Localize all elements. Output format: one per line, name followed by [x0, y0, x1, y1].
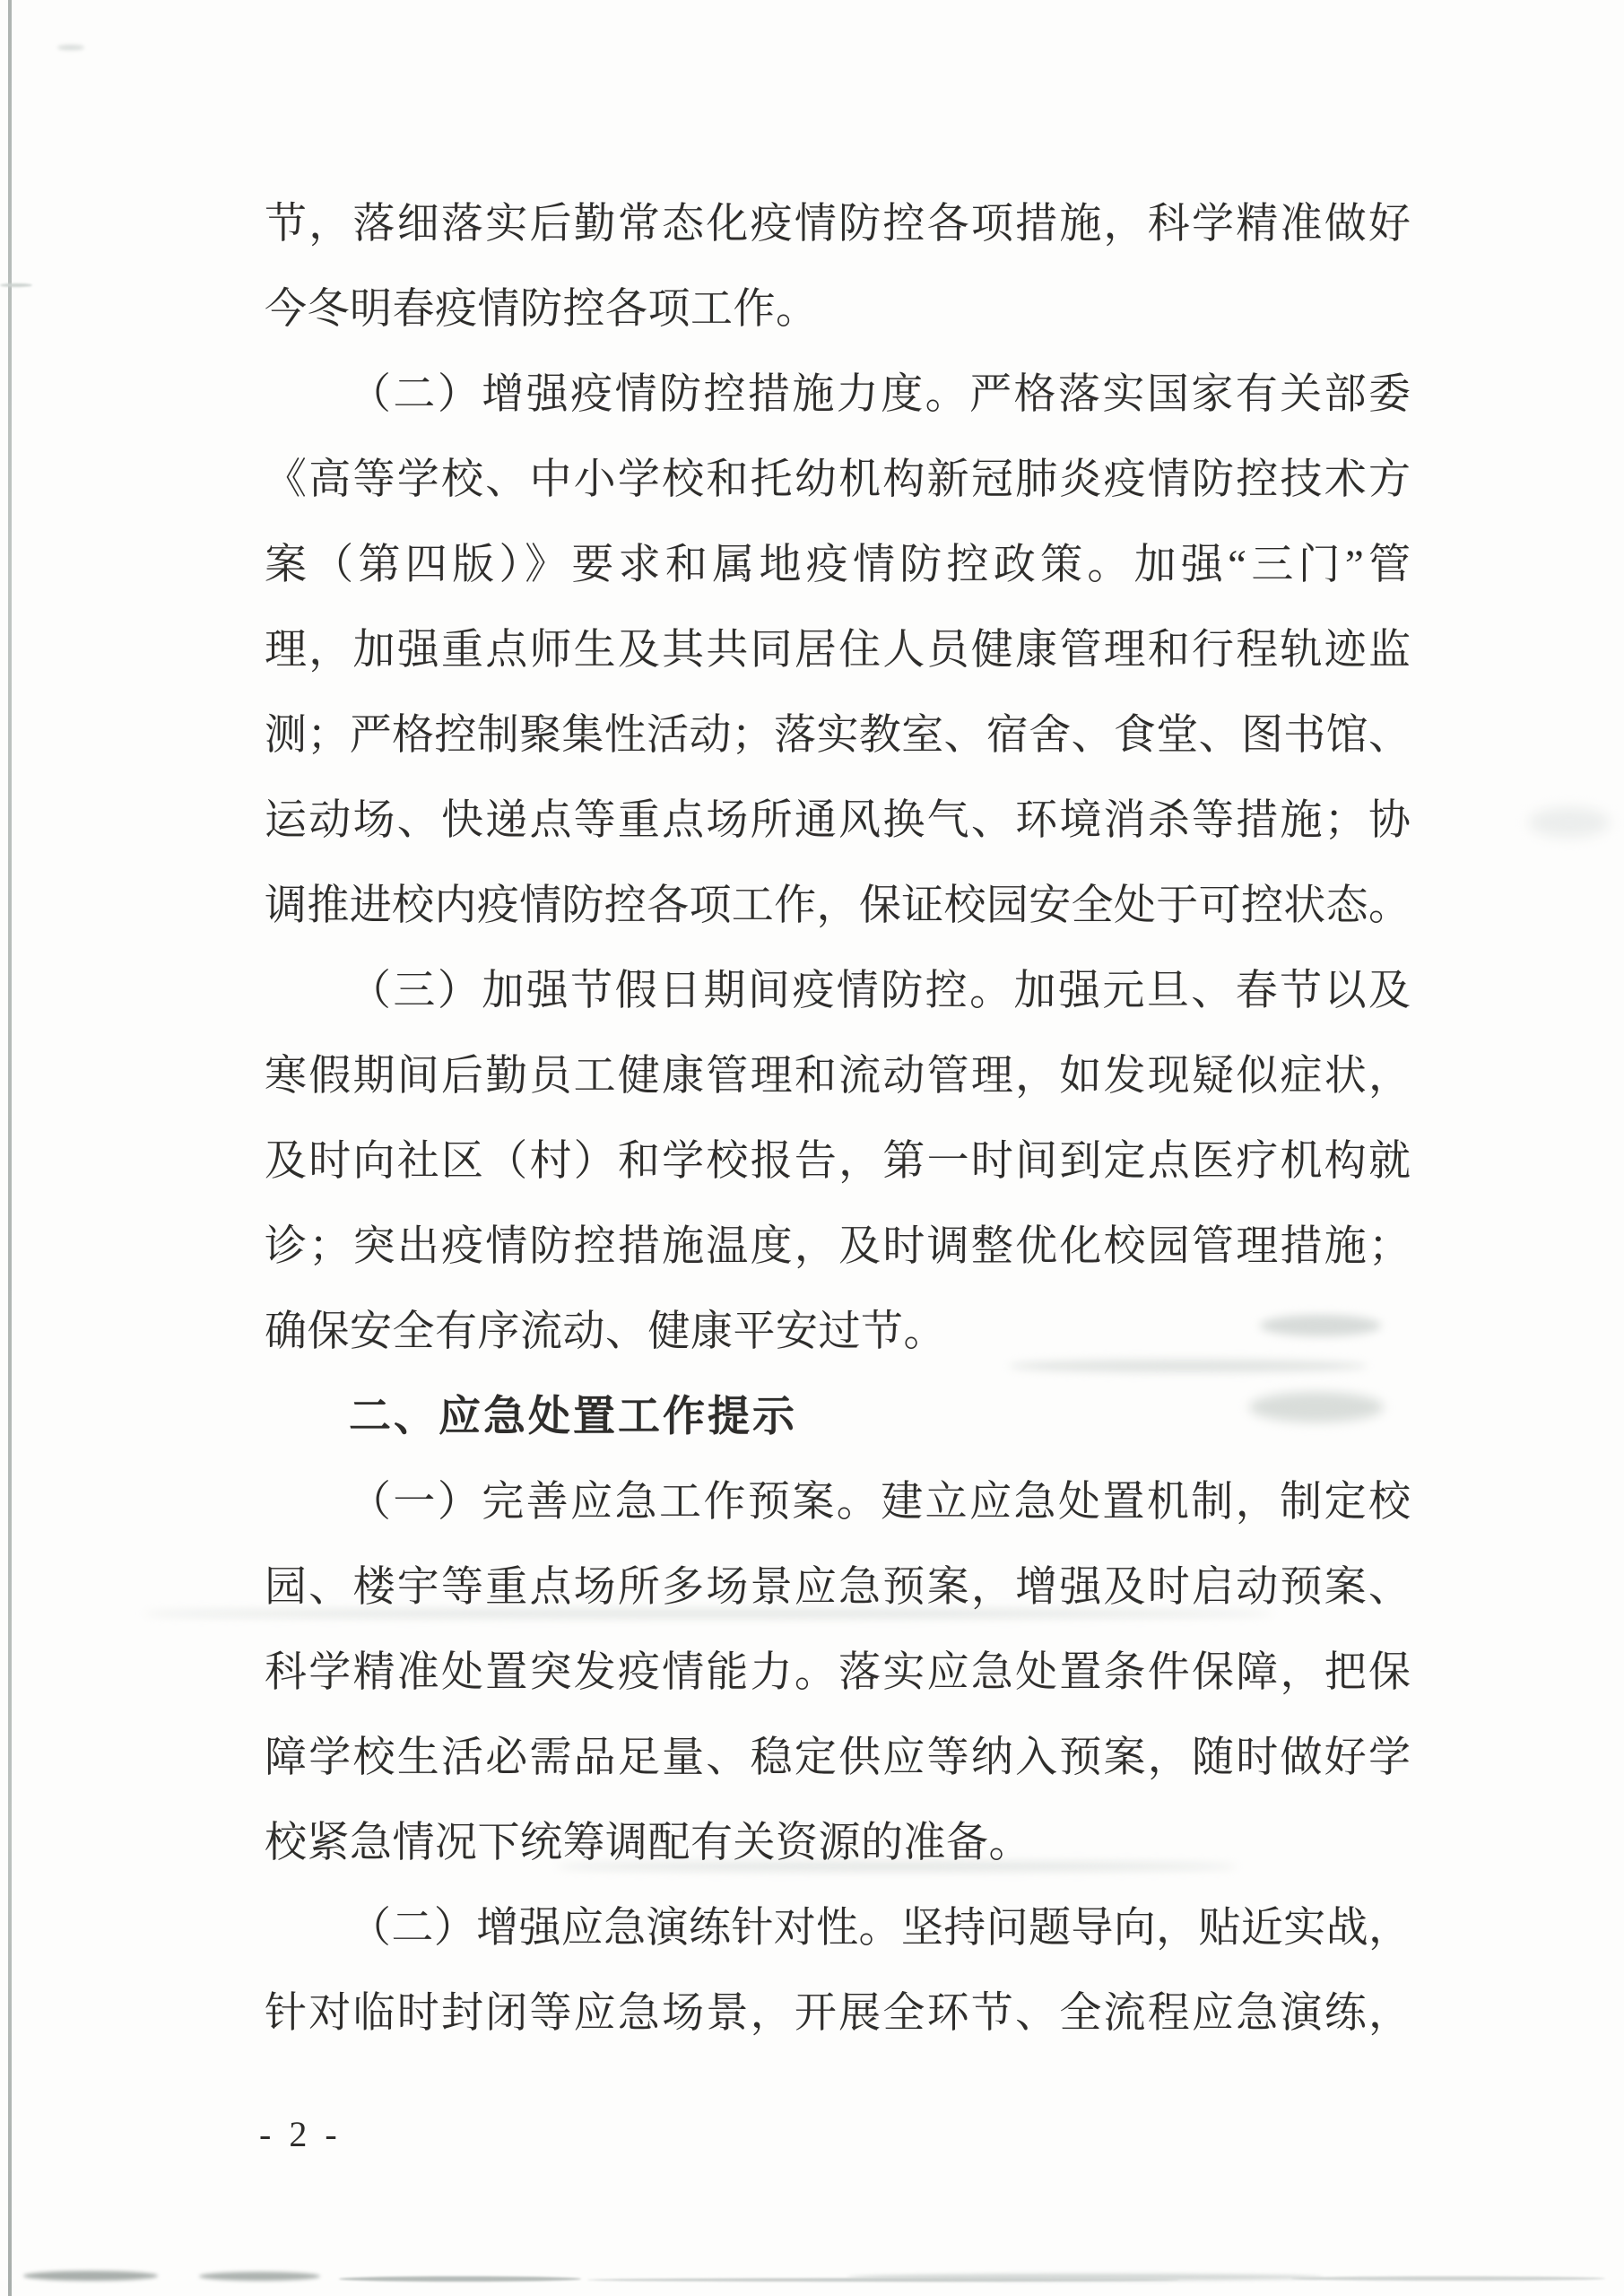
section-heading: 二、应急处置工作提示: [349, 1394, 797, 1440]
document-body: [265, 182, 1411, 2057]
text-line: 确保安全有序流动、健康平安过节。: [265, 1309, 946, 1355]
text-line: （一）完善应急工作预案。建立应急处置机制，制定校: [349, 1479, 1411, 1526]
text-line: 及时向社区（村）和学校报告，第一时间到定点医疗机构就: [265, 1138, 1411, 1185]
scan-artifact: [339, 2276, 581, 2282]
text-line: 针对临时封闭等应急场景，开展全环节、全流程应急演练，: [265, 1990, 1411, 2037]
text-line: 园、楼宇等重点场所多场景应急预案，增强及时启动预案、: [265, 1564, 1411, 1611]
page-number: - 2 -: [259, 2114, 342, 2154]
text-line: （三）加强节假日期间疫情防控。加强元旦、春节以及: [349, 968, 1411, 1014]
text-line: （二）增强疫情防控措施力度。严格落实国家有关部委: [349, 371, 1411, 418]
text-line: 障学校生活必需品足量、稳定供应等纳入预案，随时做好学: [265, 1735, 1411, 1781]
text-line: 调推进校内疫情防控各项工作，保证校园安全处于可控状态。: [265, 883, 1411, 929]
scan-artifact: [199, 2272, 320, 2281]
scan-artifact: [57, 45, 84, 50]
scan-artifact: [1529, 807, 1610, 838]
text-line: 节，落细落实后勤常态化疫情防控各项措施，科学精准做好: [265, 201, 1411, 248]
text-line: 测；严格控制聚集性活动；落实教室、宿舍、食堂、图书馆、: [265, 712, 1411, 759]
text-line: 今冬明春疫情防控各项工作。: [265, 286, 819, 333]
text-line: 运动场、快递点等重点场所通风换气、环境消杀等措施；协: [265, 797, 1411, 844]
scan-edge-line: [8, 0, 12, 2296]
scan-artifact: [23, 2271, 158, 2281]
text-line: 科学精准处置突发疫情能力。落实应急处置条件保障，把保: [265, 1649, 1411, 1696]
text-line: 寒假期间后勤员工健康管理和流动管理，如发现疑似症状，: [265, 1053, 1411, 1100]
text-line: 案（第四版）》要求和属地疫情防控政策。加强“三门”管: [265, 542, 1411, 588]
scan-artifact: [1291, 2276, 1605, 2281]
text-line: 理，加强重点师生及其共同居住人员健康管理和行程轨迹监: [265, 627, 1411, 674]
text-line: 校紧急情况下统筹调配有关资源的准备。: [265, 1820, 1031, 1866]
text-line: 诊；突出疫情防控措施温度，及时调整优化校园管理措施；: [265, 1223, 1411, 1270]
scan-artifact: [847, 2274, 1323, 2281]
text-line: 《高等学校、中小学校和托幼机构新冠肺炎疫情防控技术方: [265, 457, 1411, 503]
scan-artifact: [0, 283, 32, 287]
text-line: （二）增强应急演练针对性。坚持问题导向，贴近实战，: [349, 1905, 1411, 1952]
